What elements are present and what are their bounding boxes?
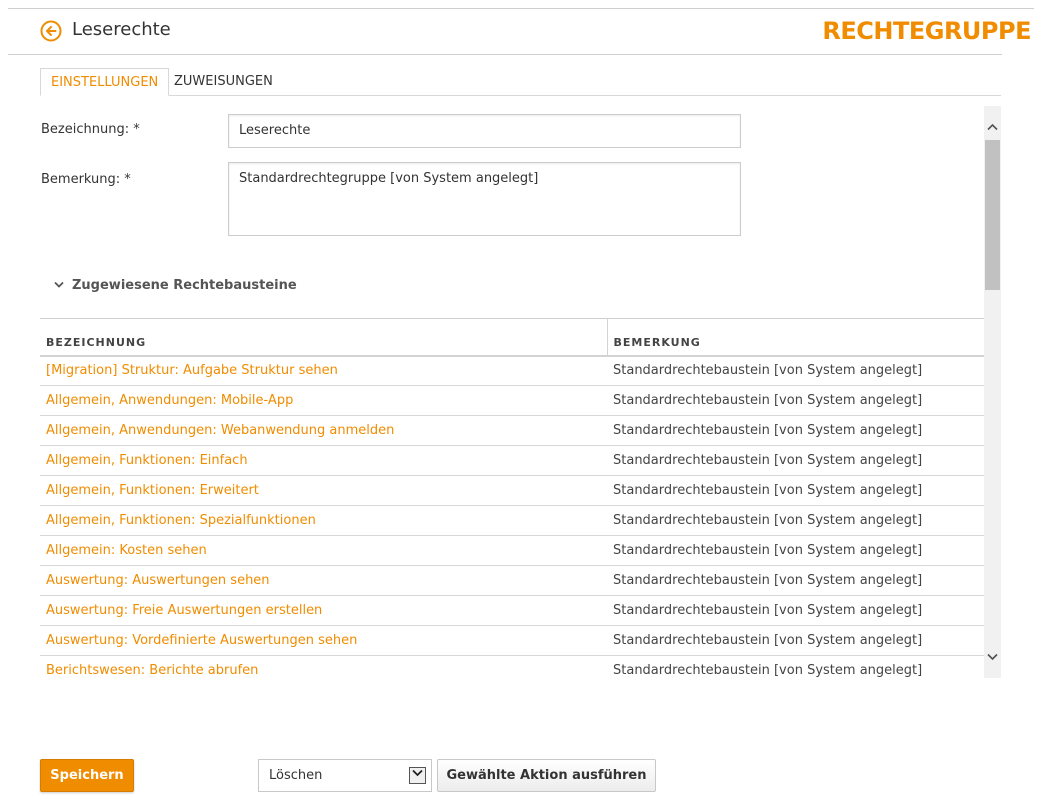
- scrollbar-thumb[interactable]: [985, 140, 1000, 290]
- save-button[interactable]: Speichern: [40, 759, 134, 792]
- column-header-bezeichnung[interactable]: BEZEICHNUNG: [40, 319, 607, 356]
- row-name-link[interactable]: Allgemein: Kosten sehen: [40, 536, 607, 566]
- table-row: [40, 416, 984, 446]
- caret-down-icon[interactable]: [409, 767, 426, 784]
- column-header-bemerkung[interactable]: BEMERKUNG: [607, 319, 984, 356]
- row-name-link[interactable]: Auswertung: Auswertungen sehen: [40, 566, 607, 596]
- action-select-value: Löschen: [269, 768, 323, 783]
- table-row: [40, 446, 984, 476]
- row-remark: Standardrechtebaustein [von System angelegt]: [607, 416, 984, 446]
- tab-zuweisungen[interactable]: ZUWEISUNGEN: [174, 74, 273, 89]
- table-header-row: [40, 319, 984, 356]
- table-row: [40, 626, 984, 656]
- table-row: [40, 356, 984, 386]
- settings-panel: [40, 106, 1001, 678]
- row-remark: Standardrechtebaustein [von System angelegt]: [607, 386, 984, 416]
- run-action-button[interactable]: Gewählte Aktion ausführen: [437, 759, 656, 792]
- row-remark: Standardrechtebaustein [von System angelegt]: [607, 566, 984, 596]
- page-title: Leserechte: [72, 19, 171, 40]
- section-toggle-rights[interactable]: [54, 278, 297, 293]
- table-row: [40, 566, 984, 596]
- section-title: Zugewiesene Rechtebausteine: [72, 278, 297, 293]
- row-remark: Standardrechtebaustein [von System angelegt]: [607, 596, 984, 626]
- rights-table: [40, 318, 984, 678]
- row-name-link[interactable]: Allgemein, Funktionen: Einfach: [40, 446, 607, 476]
- row-name-link[interactable]: [Migration] Struktur: Aufgabe Struktur sehen: [40, 356, 607, 386]
- row-remark: Standardrechtebaustein [von System angelegt]: [607, 476, 984, 506]
- page-header: [8, 9, 1031, 55]
- table-row: [40, 536, 984, 566]
- row-name-link[interactable]: Berichtswesen: Berichte abrufen: [40, 656, 607, 679]
- row-name-link[interactable]: Allgemein, Anwendungen: Mobile-App: [40, 386, 607, 416]
- row-name-link[interactable]: Allgemein, Funktionen: Spezialfunktionen: [40, 506, 607, 536]
- chevron-down-icon[interactable]: [984, 650, 1001, 664]
- table-row: [40, 506, 984, 536]
- tab-einstellungen[interactable]: EINSTELLUNGEN: [40, 68, 169, 96]
- chevron-up-icon[interactable]: [984, 120, 1001, 134]
- table-row: [40, 596, 984, 626]
- row-name-link[interactable]: Allgemein, Anwendungen: Webanwendung anmelden: [40, 416, 607, 446]
- back-arrow-icon[interactable]: [40, 20, 62, 42]
- chevron-down-icon: [54, 278, 68, 293]
- name-input[interactable]: Leserechte: [228, 114, 741, 148]
- row-remark: Standardrechtebaustein [von System angelegt]: [607, 536, 984, 566]
- row-remark: Standardrechtebaustein [von System angelegt]: [607, 446, 984, 476]
- remark-label: Bemerkung: *: [41, 172, 131, 187]
- tab-bar: [40, 68, 1001, 96]
- name-label: Bezeichnung: *: [41, 122, 140, 137]
- entity-type-label: RECHTEGRUPPE: [822, 17, 1031, 45]
- row-name-link[interactable]: Allgemein, Funktionen: Erweitert: [40, 476, 607, 506]
- table-row: [40, 476, 984, 506]
- table-row: [40, 656, 984, 679]
- row-remark: Standardrechtebaustein [von System angelegt]: [607, 356, 984, 386]
- action-select[interactable]: [258, 759, 432, 792]
- row-remark: Standardrechtebaustein [von System angelegt]: [607, 626, 984, 656]
- row-name-link[interactable]: Auswertung: Vordefinierte Auswertungen sehen: [40, 626, 607, 656]
- row-remark: Standardrechtebaustein [von System angelegt]: [607, 656, 984, 679]
- remark-textarea[interactable]: Standardrechtegruppe [von System angelegt]: [228, 162, 741, 236]
- row-name-link[interactable]: Auswertung: Freie Auswertungen erstellen: [40, 596, 607, 626]
- row-remark: Standardrechtebaustein [von System angelegt]: [607, 506, 984, 536]
- table-row: [40, 386, 984, 416]
- vertical-scrollbar[interactable]: [984, 106, 1001, 678]
